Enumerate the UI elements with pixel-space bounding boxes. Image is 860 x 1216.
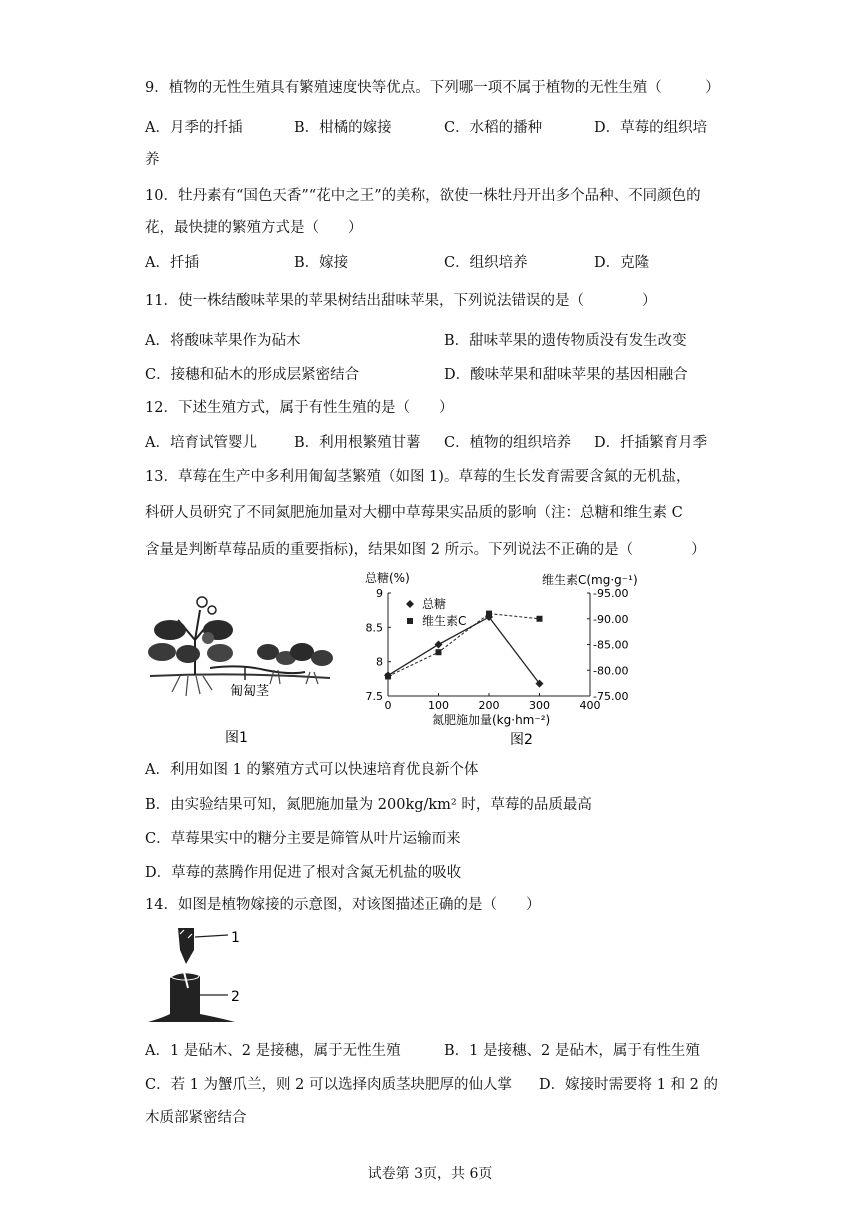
chart-legend-marker [406, 600, 414, 608]
label-2: 2 [231, 989, 240, 1005]
q10-option-b: B．嫁接 [294, 255, 349, 271]
q11-option-c: C．接穗和砧木的形成层紧密结合 [145, 367, 360, 383]
figure1-stolon-label: 匍匐茎 [230, 684, 270, 699]
q13-option-b: B．由实验结果可知，氮肥施加量为 200kg/km² 时，草莓的品质最高 [145, 797, 592, 813]
q12-option-a: A．培育试管婴儿 [145, 435, 257, 451]
q14-option-d-continued: 木质部紧密结合 [145, 1110, 247, 1126]
chart-y2-tick-label: -80.00 [593, 664, 629, 678]
chart-y2-tick-label: -85.00 [593, 638, 629, 652]
q9-option-d-continued: 养 [145, 152, 160, 168]
figure1-strawberry-stolon [140, 580, 340, 750]
chart-ylabel-left: 总糖(%) [365, 571, 410, 585]
chart-x-tick-label: 300 [529, 699, 550, 712]
chart-y-tick-label: 7.5 [365, 690, 383, 703]
q11-option-b: B．甜味苹果的遗传物质没有发生改变 [444, 333, 687, 349]
chart-x-tick-label: 100 [428, 699, 449, 712]
chart-x-tick-label: 400 [579, 699, 601, 712]
daughter-plant-icon [257, 644, 296, 684]
q11-option-d: D．酸味苹果和甜味苹果的基因相融合 [444, 367, 688, 383]
chart-point-square [486, 611, 492, 617]
q13-stem-line2: 科研人员研究了不同氮肥施加量对大棚中草莓果实品质的影响（注：总糖和维生素 C [145, 505, 683, 521]
q14-option-c: C．若 1 为蟹爪兰，则 2 可以选择肉质茎块肥厚的仙人掌 [145, 1077, 512, 1093]
q13-stem-line3: 含量是判断草莓品质的重要指标)，结果如图 2 所示。下列说法不正确的是（ ） [145, 542, 706, 558]
chart-xlabel: 氮肥施加量(kg·hm⁻²) [432, 713, 551, 727]
q12-option-c: C．植物的组织培养 [444, 435, 572, 451]
chart-legend-marker [407, 618, 413, 624]
q14-option-d: D．嫁接时需要将 1 和 2 的 [539, 1077, 719, 1093]
label-1: 1 [231, 930, 240, 946]
stolon-line [210, 666, 305, 673]
chart-x-tick-label: 200 [478, 699, 500, 712]
rootstock-shape [148, 973, 235, 1022]
label1-leader [195, 935, 228, 937]
chart-x-tick-label: 0 [384, 699, 392, 712]
q13-option-a: A．利用如图 1 的繁殖方式可以快速培育优良新个体 [145, 762, 479, 778]
q12-option-d: D．扦插繁育月季 [594, 435, 708, 451]
q10-stem-line1: 10．牡丹素有“国色天香”“花中之王”的美称，欲使一株牡丹开出多个品种、不同颜色的 [145, 188, 701, 204]
chart-point-square [385, 673, 391, 679]
figure1-caption: 图1 [225, 730, 248, 746]
q9-option-b: B．柑橘的嫁接 [294, 120, 392, 136]
q10-option-c: C．组织培养 [444, 255, 528, 271]
page-footer: 试卷第 3页，共 6页 [367, 1166, 493, 1182]
q13-option-d: D．草莓的蒸腾作用促进了根对含氮无机盐的吸收 [145, 865, 462, 881]
q12-option-b: B．利用根繁殖甘薯 [294, 435, 421, 451]
q11-option-a: A．将酸味苹果作为砧木 [145, 333, 301, 349]
q10-stem-line2: 花，最快捷的繁殖方式是（ ） [145, 220, 363, 236]
chart-legend-label: 总糖 [422, 597, 447, 611]
q9-option-d: D．草莓的组织培 [594, 120, 708, 136]
q9-option-c: C．水稻的播种 [444, 120, 543, 136]
chart-y-tick-label: 8 [376, 655, 383, 669]
figure2-caption: 图2 [510, 732, 533, 748]
chart-point-square [537, 616, 543, 622]
chart-y-tick-label: 8.5 [365, 621, 383, 635]
chart-legend-label: 维生素C [422, 614, 467, 628]
chart-ylabel-right: 维生素C(mg·g⁻¹) [542, 573, 638, 587]
q14-stem: 14．如图是植物嫁接的示意图，对该图描述正确的是（ ） [145, 897, 541, 913]
chart-y-tick-label: 9 [376, 587, 383, 600]
q10-option-a: A．扦插 [145, 255, 199, 271]
q10-option-d: D．克隆 [594, 255, 650, 271]
q14-option-b: B．1 是接穗、2 是砧木，属于有性生殖 [444, 1043, 700, 1059]
q13-stem-line1: 13．草莓在生产中多利用匍匐茎繁殖（如图 1)。草莓的生长发育需要含氮的无机盐， [145, 469, 691, 485]
chart-point-square [436, 649, 442, 655]
parent-plant-icon [148, 597, 233, 696]
q12-stem: 12．下述生殖方式，属于有性生殖的是（ ） [145, 400, 454, 416]
figure2-chart [340, 568, 680, 750]
figure-grafting [140, 920, 250, 1030]
ground-line [150, 674, 330, 678]
q13-option-c: C．草莓果实中的糖分主要是筛管从叶片运输而来 [145, 831, 461, 847]
q14-option-a: A．1 是砧木、2 是接穗，属于无性生殖 [145, 1043, 401, 1059]
q9-stem: 9．植物的无性生殖具有繁殖速度快等优点。下列哪一项不属于植物的无性生殖（ ） [145, 80, 720, 96]
chart-point-diamond [435, 641, 443, 649]
q9-option-a: A．月季的扦插 [145, 120, 243, 136]
q11-stem: 11．使一株结酸味苹果的苹果树结出甜味苹果，下列说法错误的是（ ） [145, 293, 657, 309]
chart-y2-tick-label: -95.00 [593, 587, 629, 600]
chart-y2-tick-label: -90.00 [593, 612, 629, 626]
chart-y2-tick-label: -75.00 [593, 690, 629, 703]
